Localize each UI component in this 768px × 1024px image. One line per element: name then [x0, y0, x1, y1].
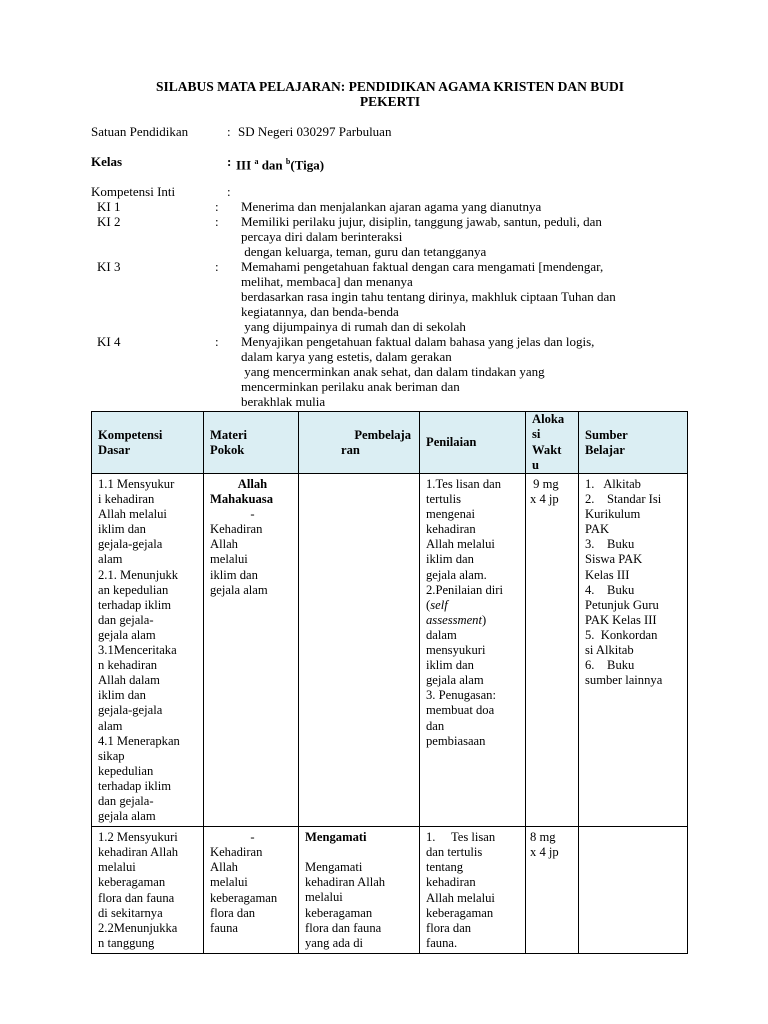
row2-alokasi-waktu: 8 mg x 4 jp	[526, 827, 579, 954]
ki3-line: kegiatannya, dan benda-benda	[241, 304, 399, 319]
ki2-line: percaya diri dalam berinteraksi	[241, 229, 403, 244]
table-row	[92, 827, 688, 954]
ki4-line: Menyajikan pengetahuan faktual dalam bahasa yang jelas dan logis,	[241, 334, 595, 349]
row2-penilaian: 1. Tes lisan dan tertulis tentang kehadiran Allah melalui keberagaman flora dan fauna.	[420, 827, 526, 954]
satuan-label: Satuan Pendidikan	[91, 124, 189, 139]
row2-sumber-belajar	[579, 827, 688, 954]
document-title	[92, 79, 688, 109]
ki3-line: yang dijumpainya di rumah dan di sekolah	[241, 319, 466, 334]
ki3-line: Memahami pengetahuan faktual dengan cara mengamati [mendengar,	[241, 259, 604, 274]
satuan-value: SD Negeri 030297 Parbuluan	[238, 124, 392, 139]
ki2-sep: :	[215, 214, 219, 229]
header-pembelajaran: Pembelaja ran	[299, 412, 420, 474]
ki3-label: KI 3	[97, 259, 121, 274]
ki2-line: Memiliki perilaku jujur, disiplin, tanggung jawab, santun, peduli, dan	[241, 214, 602, 229]
ki4-line: berakhlak mulia	[241, 394, 326, 409]
row1-kompetensi-dasar: 1.1 Mensyukur i kehadiran Allah melalui iklim dan gejala-gejala alam 2.1. Menunjukk an kepedulian terhadap iklim dan gejala- gejala alam 3.1Menceritaka n kehadiran Allah dalam iklim dan gejala-gejala alam 4.1 Menerapkan sikap kepedulian terhadap iklim dan gejala- gejala alam	[92, 474, 204, 827]
title-line-2: PEKERTI	[359, 94, 421, 109]
row2-materi-pokok: - Kehadiran Allah melalui keberagaman flora dan fauna	[204, 827, 299, 954]
row1-penilaian: 1.Tes lisan dan tertulis mengenai kehadiran Allah melalui iklim dan gejala alam. 2.Penilaian diri (self assessment) dalam mensyukuri iklim dan gejala alam 3. Penugasan: membuat doa dan pembiasaan	[420, 474, 526, 827]
table-header-row	[92, 412, 688, 474]
row1-alokasi-waktu: 9 mg x 4 jp	[526, 474, 579, 827]
ki4-label: KI 4	[97, 334, 121, 349]
kelas-label: Kelas	[91, 154, 123, 169]
ki-label: Kompetensi Inti	[91, 184, 176, 199]
satuan-sep: :	[227, 124, 231, 139]
ki2-label: KI 2	[97, 214, 121, 229]
syllabus-table	[91, 411, 688, 954]
header-sumber-belajar: Sumber Belajar	[579, 412, 688, 474]
kelas-sep: :	[227, 154, 232, 169]
row1-pembelajaran	[299, 474, 420, 827]
ki3-line: melihat, membaca] dan menanya	[241, 274, 413, 289]
header-penilaian: Penilaian	[420, 412, 526, 474]
ki4-line: dalam karya yang estetis, dalam gerakan	[241, 349, 452, 364]
ki4-line: yang mencerminkan anak sehat, dan dalam tindakan yang	[241, 364, 545, 379]
ki3-line: berdasarkan rasa ingin tahu tentang dirinya, makhluk ciptaan Tuhan dan	[241, 289, 616, 304]
row2-pembelajaran: Mengamati Mengamati kehadiran Allah melalui keberagaman flora dan fauna yang ada di	[299, 827, 420, 954]
row1-sumber-belajar: 1. Alkitab 2. Standar Isi Kurikulum PAK 3. Buku Siswa PAK Kelas III 4. Buku Petunjuk Guru PAK Kelas III 5. Konkordan si Alkitab 6. Buku sumber lainnya	[579, 474, 688, 827]
header-alokasi-waktu: Aloka si Wakt u	[526, 412, 579, 474]
table-row	[92, 474, 688, 827]
ki3-sep: :	[215, 259, 219, 274]
header-kompetensi-dasar: Kompetensi Dasar	[92, 412, 204, 474]
ki1-label: KI 1	[97, 199, 121, 214]
ki1-sep: :	[215, 199, 219, 214]
header-materi-pokok: Materi Pokok	[204, 412, 299, 474]
row2-kompetensi-dasar: 1.2 Mensyukuri kehadiran Allah melalui keberagaman flora dan fauna di sekitarnya 2.2Menunjukka n tanggung	[92, 827, 204, 954]
row1-materi-pokok: Allah Mahakuasa - Kehadiran Allah melalui iklim dan gejala alam	[204, 474, 299, 827]
kelas-value: III $^a$ dan $^b$(Tiga)	[236, 157, 325, 173]
ki4-sep: :	[215, 334, 219, 349]
ki-sep: :	[227, 184, 231, 199]
title-line-1: SILABUS MATA PELAJARAN: PENDIDIKAN AGAMA KRISTEN DAN BUDI	[156, 79, 624, 94]
ki4-line: mencerminkan perilaku anak beriman dan	[241, 379, 460, 394]
ki2-line: dengan keluarga, teman, guru dan tetangganya	[241, 244, 487, 259]
ki1-text: Menerima dan menjalankan ajaran agama yang dianutnya	[241, 199, 542, 214]
